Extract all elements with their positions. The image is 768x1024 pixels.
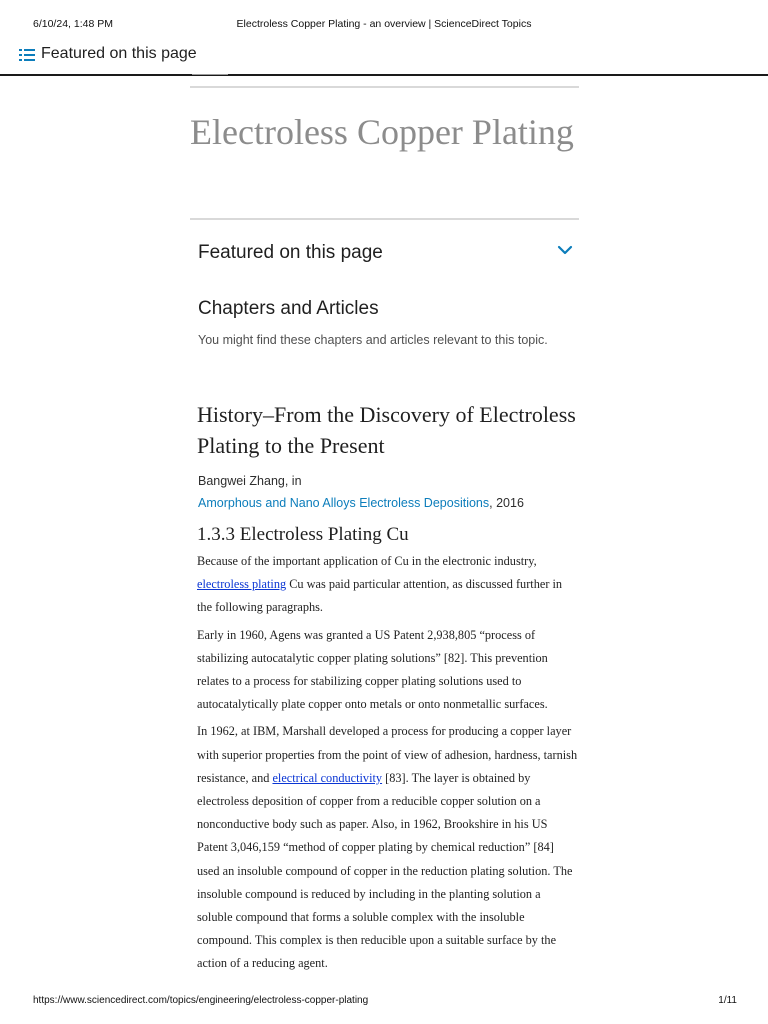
paragraph-3: In 1962, at IBM, Marshall developed a process for producing a copper layer with superior properties from the point of view of adhesion, hardness, tarnish resistance, and electrical conductivity [83]. The layer is obtained by electroless deposition of copper from a reducible copper solution on a nonconductive body such as paper. Also, in 1962, Brookshire in his US Patent 3,046,159 “method of copper plating by chemical reduction” [84] used an insoluble compound of copper in the reduction plating solution. The insoluble compound is reduced by including in the planting solution a soluble compound that forms a soluble complex with the insoluble compound. This complex is then reducible upon a suitable surface by the action of a reducing agent.: [197, 724, 578, 971]
source-link[interactable]: Amorphous and Nano Alloys Electroless Depositions: [198, 496, 490, 510]
divider-top: [190, 86, 579, 88]
chapters-heading: Chapters and Articles: [198, 298, 379, 319]
article-title[interactable]: History–From the Discovery of Electroless Plating to the Present: [197, 402, 576, 458]
print-datetime: 6/10/24, 1:48 PM: [33, 18, 113, 30]
divider-title: [190, 218, 579, 220]
print-header: [0, 18, 768, 32]
paragraph-1: Because of the important application of Cu in the electronic industry, electroless plating Cu was paid particular attention, as discussed further in the following paragraphs.: [197, 554, 563, 615]
featured-label: Featured on this page: [198, 242, 383, 263]
chevron-down-icon[interactable]: [557, 244, 573, 256]
paragraph-2: Early in 1960, Agens was granted a US Patent 2,938,805 “process of stabilizing autocatalytic copper plating solutions” [82]. This prevention relates to a process for stabilizing copper plating solutions used to autocatalytically plate copper onto metals or onto nonmetallic surfaces.: [197, 627, 548, 712]
electroless-plating-link[interactable]: electroless plating: [197, 577, 287, 592]
featured-toggle[interactable]: [198, 240, 579, 268]
chapters-subtitle: You might find these chapters and articles relevant to this topic.: [198, 333, 548, 347]
cropped-fragment: [192, 74, 228, 79]
article-source: [198, 496, 524, 510]
list-icon: [19, 48, 35, 62]
page-counter: 1/11: [718, 995, 737, 1006]
print-url: https://www.sciencedirect.com/topics/engineering/electroless-copper-plating: [33, 995, 369, 1006]
page-title: Electroless Copper Plating: [190, 112, 574, 152]
print-footer: [0, 995, 768, 1009]
featured-topbar[interactable]: [0, 36, 768, 76]
source-year: , 2016: [489, 496, 524, 510]
section-heading: 1.3.3 Electroless Plating Cu: [197, 524, 409, 545]
topbar-label[interactable]: Featured on this page: [41, 45, 197, 62]
electrical-conductivity-link[interactable]: electrical conductivity: [272, 770, 383, 785]
article-author: Bangwei Zhang, in: [198, 474, 302, 488]
print-page-title: Electroless Copper Plating - an overview | ScienceDirect Topics: [236, 18, 532, 30]
article-body: [197, 550, 579, 980]
